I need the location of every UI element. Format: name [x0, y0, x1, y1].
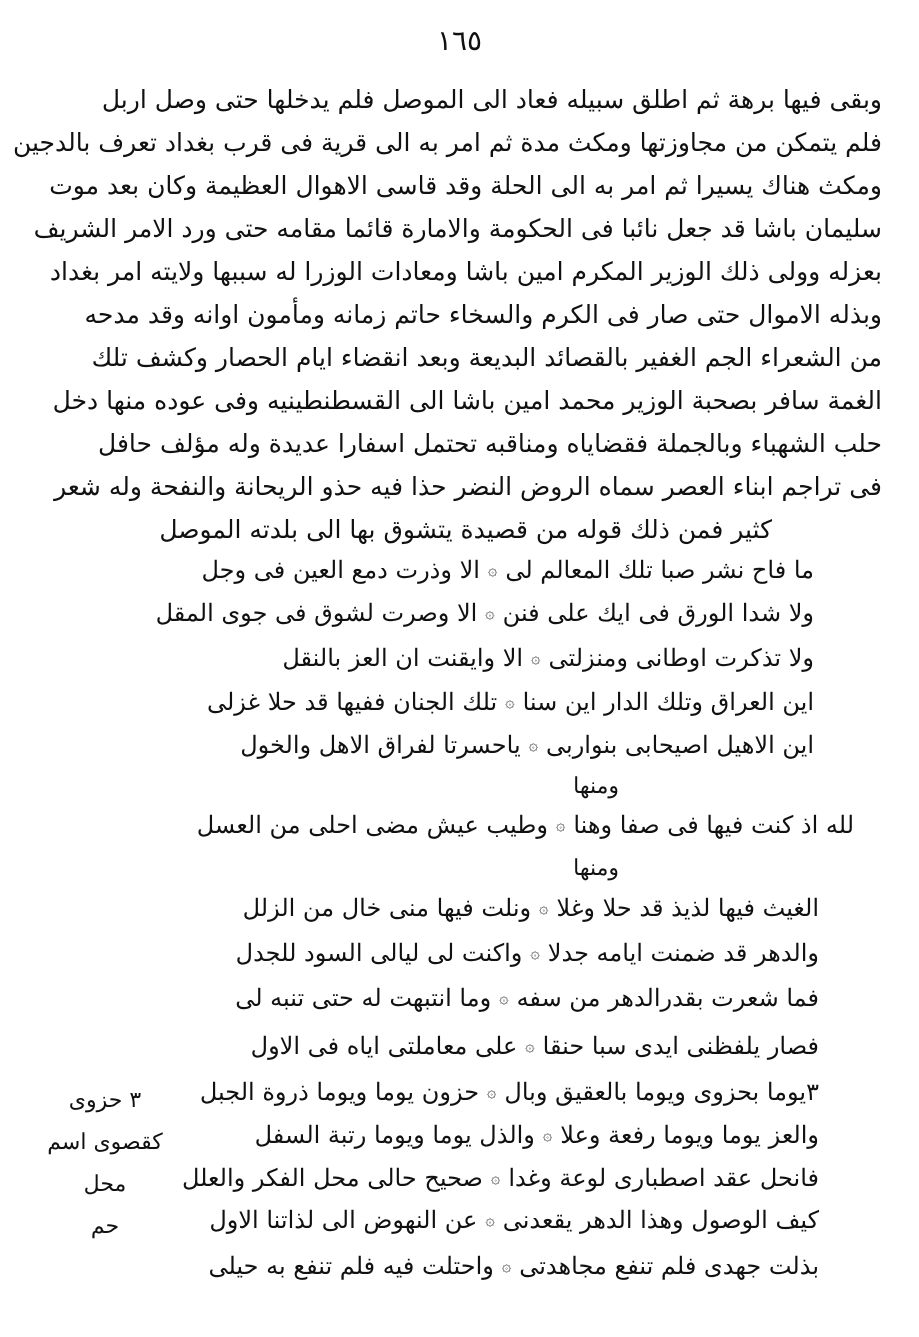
verse-separator-icon: ۞	[531, 648, 541, 667]
prose-line: فى تراجم ابناء العصر سماه الروض النضر حذا فيه حذو الريحانة والنفحة وله شعر	[54, 472, 882, 501]
prose-line: وبقى فيها برهة ثم اطلق سبيله فعاد الى الموصل فلم يدخلها حتى وصل اربل	[101, 85, 882, 114]
verse-hemistich-second: وما انتبهت له حتى تنبه لى	[235, 984, 492, 1012]
verse-hemistich-first: الغيث فيها لذيذ قد حلا وغلا	[556, 894, 819, 922]
verse-hemistich-first: لله اذ كنت فيها فى صفا وهنا	[573, 811, 854, 839]
verse-line	[207, 682, 814, 722]
prose-line: ومكث هناك يسيرا ثم امر به الى الحلة وقد قاسى الاهوال العظيمة وكان بعد موت	[49, 171, 882, 200]
section-heading: ومنها	[573, 856, 619, 881]
verse-separator-icon: ۞	[485, 603, 495, 622]
verse-hemistich-second: تلك الجنان ففيها قد حلا غزلى	[206, 688, 498, 716]
verse-hemistich-second: وطيب عيش مضى احلى من العسل	[196, 811, 548, 839]
verse-hemistich-first: ولا شدا الورق فى ايك على فنن	[502, 599, 814, 627]
verse-line	[236, 933, 819, 973]
verse-line	[208, 1246, 819, 1286]
verse-hemistich-second: ونلت فيها منى خال من الزلل	[242, 894, 532, 922]
verse-separator-icon: ۞	[485, 1210, 495, 1229]
prose-line: وبذله الاموال حتى صار فى الكرم والسخاء حاتم زمانه ومأمون اوانه وقد مدحه	[84, 300, 882, 329]
verse-hemistich-second: الا وذرت دمع العين فى وجل	[201, 556, 480, 584]
page-number: ١٦٥	[436, 24, 483, 57]
verse-line	[202, 550, 815, 590]
margin-note-line: كقصوى اسم محل	[47, 1130, 163, 1197]
prose-line: من الشعراء الجم الغفير بالقصائد البديعة وبعد انقضاء ايام الحصار وكشف تلك	[91, 343, 882, 372]
verse-separator-icon: ۞	[499, 988, 509, 1007]
verse-hemistich-first: فانحل عقد اصطبارى لوعة وغدا	[508, 1164, 819, 1192]
verse-hemistich-first: والدهر قد ضمنت ايامه جدلا	[547, 939, 819, 967]
prose-line: كثير فمن ذلك قوله من قصيدة يتشوق بها الى بلدته الموصل	[159, 515, 772, 544]
section-heading: ومنها	[573, 774, 619, 799]
verse-hemistich-first: اين العراق وتلك الدار اين سنا	[522, 688, 814, 716]
verse-line	[240, 725, 814, 765]
verse-line	[197, 805, 854, 845]
verse-hemistich-first: ٣يوما بحزوى ويوما بالعقيق وبال	[504, 1078, 819, 1106]
verse-hemistich-first: بذلت جهدى فلم تنفع مجاهدتى	[519, 1252, 819, 1280]
verse-separator-icon: ۞	[505, 692, 515, 711]
margin-note	[30, 1080, 180, 1248]
prose-line: فلم يتمكن من مجاوزتها ومكث مدة ثم امر به الى قرية فى قرب بغداد تعرف بالدجين	[12, 128, 882, 157]
verse-separator-icon: ۞	[501, 1256, 512, 1275]
verse-line	[156, 593, 814, 633]
verse-separator-icon: ۞	[542, 1125, 553, 1144]
verse-separator-icon: ۞	[490, 1168, 501, 1187]
verse-separator-icon: ۞	[487, 560, 498, 579]
verse-line	[235, 978, 819, 1018]
verse-separator-icon: ۞	[539, 898, 549, 917]
prose-paragraph	[12, 78, 882, 551]
verse-separator-icon: ۞	[528, 735, 539, 754]
verse-hemistich-first: ولا تذكرت اوطانى ومنزلتى	[548, 644, 814, 672]
verse-line	[243, 888, 819, 928]
verse-line	[209, 1200, 819, 1240]
margin-note-line: حم	[90, 1214, 120, 1239]
prose-line: بعزله وولى ذلك الوزير المكرم امين باشا ومعادات الوزرا له سببها ولايته امر بغداد	[49, 257, 882, 286]
verse-hemistich-second: حزون يوما ويوما ذروة الجبل	[199, 1078, 480, 1106]
verse-hemistich-second: ياحسرتا لفراق الاهل والخول	[240, 731, 521, 759]
verse-hemistich-first: اين الاهيل اصيحابى بنواربى	[546, 731, 814, 759]
verse-hemistich-first: فصار يلفظنى ايدى سبا حنقا	[542, 1032, 819, 1060]
prose-line: الغمة سافر بصحبة الوزير محمد امين باشا الى القسطنطينيه وفى عوده منها دخل	[52, 386, 882, 415]
verse-hemistich-first: ما فاح نشر صبا تلك المعالم لى	[505, 556, 814, 584]
margin-note-line: ٣ حزوى	[68, 1088, 142, 1113]
verse-hemistich-first: كيف الوصول وهذا الدهر يقعدنى	[502, 1206, 819, 1234]
verse-hemistich-first: فما شعرت بقدرالدهر من سفه	[516, 984, 819, 1012]
verse-line	[182, 1158, 819, 1198]
verse-hemistich-second: الا وصرت لشوق فى جوى المقل	[155, 599, 478, 627]
verse-hemistich-second: والذل يوما ويوما رتبة السفل	[254, 1121, 535, 1149]
verse-line	[255, 1115, 819, 1155]
verse-hemistich-second: على معاملتى اياه فى الاول	[250, 1032, 518, 1060]
prose-line: حلب الشهباء وبالجملة فقضاياه ومناقبه تحتمل اسفارا عديدة وله مؤلف حافل	[98, 429, 882, 458]
verse-line	[200, 1072, 819, 1112]
prose-line: سليمان باشا قد جعل نائبا فى الحكومة والامارة قائما مقامه حتى ورد الامر الشريف	[33, 214, 882, 243]
verse-separator-icon: ۞	[555, 815, 566, 834]
verse-line	[282, 638, 814, 678]
verse-separator-icon: ۞	[487, 1082, 497, 1101]
verse-hemistich-second: واحتلت فيه فلم تنفع به حيلى	[208, 1252, 494, 1280]
verse-separator-icon: ۞	[525, 1036, 535, 1055]
verse-hemistich-second: صحيح حالى محل الفكر والعلل	[181, 1164, 483, 1192]
verse-separator-icon: ۞	[530, 943, 540, 962]
verse-hemistich-second: واكنت لى ليالى السود للجدل	[235, 939, 523, 967]
verse-hemistich-second: عن النهوض الى لذاتنا الاول	[209, 1206, 478, 1234]
verse-line	[251, 1026, 819, 1066]
verse-hemistich-second: الا وايقنت ان العز بالنقل	[282, 644, 524, 672]
verse-hemistich-first: والعز يوما ويوما رفعة وعلا	[560, 1121, 819, 1149]
